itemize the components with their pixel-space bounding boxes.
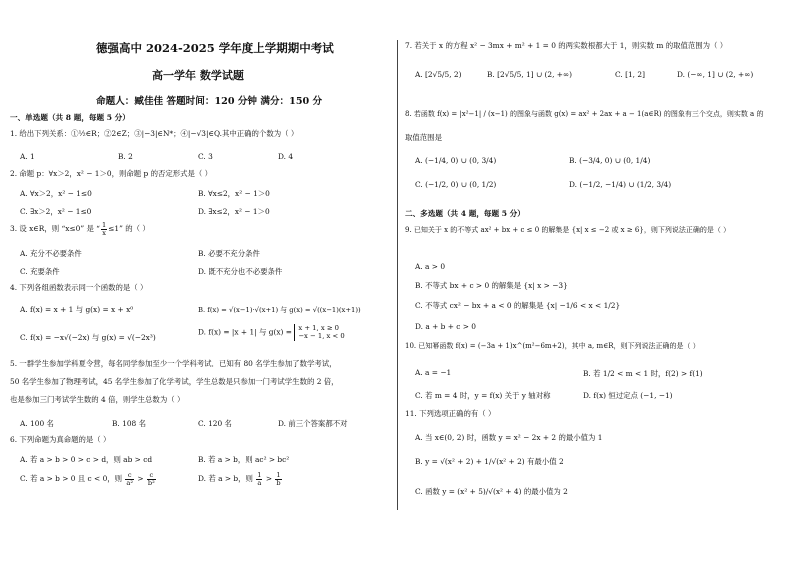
q5-line-1: 5. 一群学生参加学科夏令营，每名同学参加至少一个学科考试．已知有 80 名学生参加了数学考试， bbox=[10, 359, 337, 368]
q1-option-b: B. 2 bbox=[118, 152, 133, 161]
q8-option-c: C. (−1/2, 0) ∪ (0, 1/2) bbox=[415, 180, 497, 189]
q9-option-b: B. 不等式 bx + c > 0 的解集是 {x| x > −3} bbox=[415, 281, 568, 290]
q3-option-b: B. 必要不充分条件 bbox=[198, 249, 260, 258]
q6-d-frac-right-num: 1 bbox=[276, 471, 281, 479]
q4-piecewise bbox=[294, 324, 344, 341]
q6-option-c bbox=[20, 472, 157, 486]
q4-stem: 4. 下列各组函数表示同一个函数的是（ ） bbox=[10, 283, 148, 292]
q6-d-frac-right bbox=[275, 472, 281, 486]
q4-option-a: A. f(x) = x + 1 与 g(x) = x + x⁰ bbox=[20, 305, 134, 314]
q6-c-frac-right bbox=[147, 472, 156, 486]
q3-stem bbox=[10, 222, 150, 236]
q4-option-d-text: D. f(x) = |x + 1| 与 g(x) = bbox=[198, 327, 292, 337]
section-multi-choice: 二、多选题（共 4 题，每题 5 分） bbox=[405, 209, 525, 218]
q2-option-a: A. ∀x＞2，x² − 1≤0 bbox=[20, 189, 92, 198]
q3-fraction-denominator: x bbox=[102, 228, 106, 237]
q7-option-b: B. [2√5/5, 1] ∪ (2, +∞) bbox=[487, 70, 573, 79]
q6-c-frac-left-num: c bbox=[125, 472, 134, 480]
q2-option-c: C. ∃x＞2，x² − 1≤0 bbox=[20, 207, 92, 216]
q8-stem: 8. 若函数 f(x) = |x²−1| / (x−1) 的图象与函数 g(x) = ax² + 2ax + a − 1(a∈R) 的图象有三个交点，则实数 a 的 bbox=[405, 110, 764, 118]
q9-option-a: A. a > 0 bbox=[415, 262, 446, 271]
q6-stem: 6. 下列命题为真命题的是（ ） bbox=[10, 435, 111, 444]
q8-option-b: B. (−3/4, 0) ∪ (0, 1/4) bbox=[569, 156, 651, 165]
q10-option-c: C. 若 m = 4 时，y = f(x) 关于 y 轴对称 bbox=[415, 391, 551, 400]
q3-option-a: A. 充分不必要条件 bbox=[20, 249, 82, 258]
q7-option-d: D. (−∞, 1] ∪ (2, +∞) bbox=[677, 70, 754, 79]
right-column bbox=[397, 0, 794, 561]
q2-option-d: D. ∃x≤2，x² − 1＞0 bbox=[198, 207, 270, 216]
q6-c-frac-right-den: b² bbox=[147, 478, 155, 487]
q4-case-2: −x − 1, x < 0 bbox=[298, 332, 345, 341]
q8-option-a: A. (−1/4, 0) ∪ (0, 3/4) bbox=[415, 156, 497, 165]
q2-option-b: B. ∀x≤2，x² − 1＞0 bbox=[198, 189, 270, 198]
q6-d-frac-right-den: b bbox=[276, 478, 281, 487]
q5-option-a: A. 100 名 bbox=[20, 419, 54, 428]
q3-stem-end: ≤1” 的（ ） bbox=[108, 224, 150, 234]
q1-stem: 1. 给出下列关系：①½∈R；②2∈Z；③|−3|∈N*；④|−√3|∈Q.其中正确的个数为（ ） bbox=[10, 129, 299, 138]
section-single-choice: 一、单选题（共 8 题，每题 5 分） bbox=[10, 113, 130, 122]
q5-option-d: D. 前三个答案都不对 bbox=[278, 419, 348, 428]
q6-option-c-text: C. 若 a > b > 0 且 c < 0，则 bbox=[20, 474, 123, 484]
q6-option-a: A. 若 a > b > 0 > c > d，则 ab > cd bbox=[20, 455, 153, 464]
exam-meta: 命题人：臧佳佳 答题时间：120 分钟 满分：150 分 bbox=[96, 96, 323, 107]
q9-option-d: D. a + b + c > 0 bbox=[415, 322, 477, 331]
q3-fraction-numerator: 1 bbox=[101, 221, 107, 229]
q8-option-d: D. (−1/2, −1/4) ∪ (1/2, 3/4) bbox=[569, 180, 672, 189]
q9-stem: 9. 已知关于 x 的不等式 ax² + bx + c ≤ 0 的解集是 {x| x ≤ −2 或 x ≥ 6}，则下列说法正确的是（ ） bbox=[405, 226, 731, 234]
q9-option-c: C. 不等式 cx² − bx + a < 0 的解集是 {x| −1/6 < x < 1/2} bbox=[415, 301, 621, 310]
q6-c-frac-left bbox=[125, 472, 134, 486]
q7-option-c: C. [1, 2] bbox=[615, 70, 645, 79]
q7-stem: 7. 若关于 x 的方程 x² − 3mx + m² + 1 = 0 的两实数根都大于 1，则实数 m 的取值范围为（ ） bbox=[405, 41, 728, 50]
q11-option-a: A. 当 x∈(0, 2) 时，函数 y = x² − 2x + 2 的最小值为 1 bbox=[415, 433, 603, 442]
q7-option-a: A. [2√5/5, 2) bbox=[415, 70, 462, 79]
q10-option-a: A. a = −1 bbox=[415, 368, 452, 377]
q4-case-1: x + 1, x ≥ 0 bbox=[298, 324, 339, 332]
q1-option-a: A. 1 bbox=[20, 152, 35, 161]
q5-option-c: C. 120 名 bbox=[198, 419, 232, 428]
q6-option-d bbox=[198, 472, 283, 486]
q3-stem-start: 3. 设 x∈R，则 “x≤0” 是 “ bbox=[10, 224, 100, 234]
q4-option-d bbox=[198, 324, 345, 341]
q3-fraction bbox=[101, 222, 107, 236]
q8-line-2: 取值范围是 bbox=[405, 133, 442, 142]
q1-option-d: D. 4 bbox=[278, 152, 294, 161]
q2-stem: 2. 命题 p：∀x＞2，x² − 1＞0，则命题 p 的否定形式是（ ） bbox=[10, 169, 213, 178]
q5-line-3: 也是参加三门考试学生数的 4 倍，则学生总数为（ ） bbox=[10, 395, 185, 404]
q5-line-2: 50 名学生参加了物理考试，45 名学生参加了化学考试，学生总数是只参加一门考试学生数的 2 倍， bbox=[10, 377, 339, 386]
q6-d-gt: > bbox=[265, 474, 273, 484]
q6-option-b: B. 若 a > b，则 ac² > bc² bbox=[198, 455, 290, 464]
q10-option-d: D. f(x) 恒过定点 (−1, −1) bbox=[583, 391, 673, 400]
q3-option-d: D. 既不充分也不必要条件 bbox=[198, 267, 283, 276]
q6-c-frac-right-num: c bbox=[147, 472, 156, 480]
q6-c-frac-left-den: a² bbox=[126, 478, 133, 487]
q6-option-d-text: D. 若 a > b，则 bbox=[198, 474, 253, 484]
q6-c-gt: > bbox=[137, 474, 144, 484]
exam-subtitle: 高一学年 数学试题 bbox=[152, 69, 244, 82]
q11-stem: 11. 下列选项正确的有（ ） bbox=[405, 409, 496, 418]
q11-option-b: B. y = √(x² + 2) + 1/√(x² + 2) 有最小值 2 bbox=[415, 457, 564, 466]
q4-option-c: C. f(x) = −x√(−2x) 与 g(x) = √(−2x³) bbox=[20, 333, 156, 342]
q3-option-c: C. 充要条件 bbox=[20, 267, 60, 276]
q6-d-frac-left-num: 1 bbox=[257, 471, 262, 479]
q6-d-frac-left-den: a bbox=[257, 478, 262, 487]
exam-title: 德强高中 2024-2025 学年度上学期期中考试 bbox=[96, 41, 334, 55]
q6-d-frac-left bbox=[256, 472, 262, 486]
q1-option-c: C. 3 bbox=[198, 152, 213, 161]
q5-option-b: B. 108 名 bbox=[112, 419, 146, 428]
q4-option-b: B. f(x) = √(x−1)·√(x+1) 与 g(x) = √((x−1)(x+1)) bbox=[198, 306, 361, 314]
q11-option-c: C. 函数 y = (x² + 5)/√(x² + 4) 的最小值为 2 bbox=[415, 487, 568, 496]
q10-option-b: B. 若 1/2 < m < 1 时，f(2) > f(1) bbox=[583, 369, 703, 378]
q10-stem: 10. 已知幂函数 f(x) = (−3a + 1)x^(m²−6m+2)，其中 a, m∈R，则下列说法正确的是（ ） bbox=[405, 342, 700, 350]
